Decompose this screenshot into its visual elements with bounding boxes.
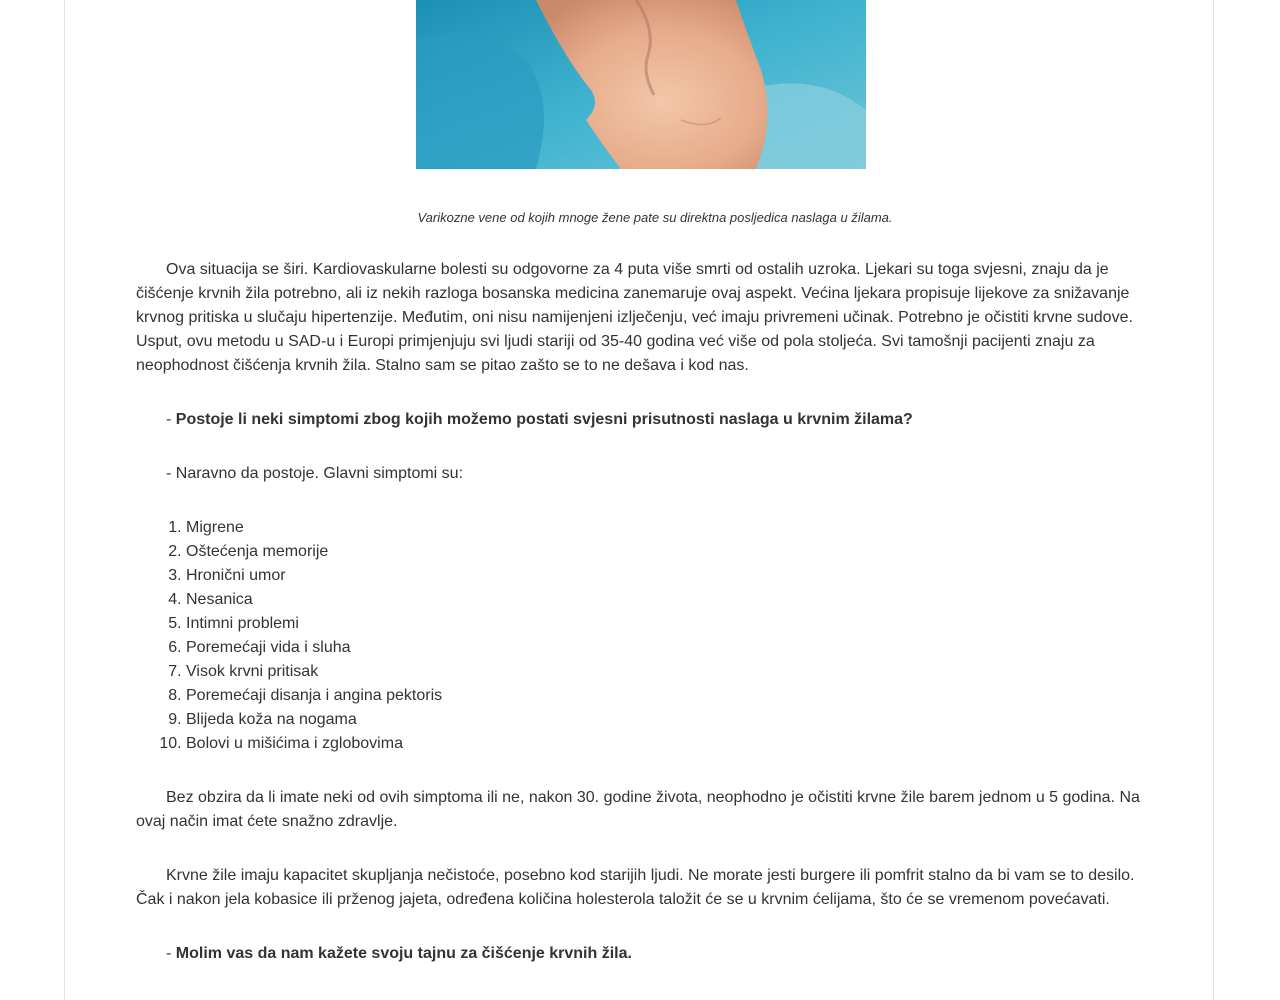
list-item: 8. Poremećaji disanja i angina pektoris (186, 684, 1146, 708)
article-photo (416, 0, 866, 169)
list-item: 10. Bolovi u mišićima i zglobovima (186, 732, 1146, 756)
paragraph-after-30: Bez obzira da li imate neki od ovih simptoma ili ne, nakon 30. godine života, neophodno je očistiti krvne žile barem jednom u 5 godina. Na ovaj način imat ćete snažno zdravlje. (136, 789, 1140, 830)
varicose-leg-photo (416, 0, 866, 169)
paragraph-intro: Ova situacija se širi. Kardiovaskularne bolesti su odgovorne za 4 puta više smrti od ostalih uzroka. Ljekari su toga svjesni, znaju da je čišćenje krvnih žila potrebno, ali iz nekih razloga bosanska medicina zanemaruje ovaj aspekt. Većina ljekara propisuje lijekove za snižavanje krvnog pritiska u slučaju hipertenzije. Međutim, oni nisu namijenjeni izlječenju, već imaju privremeni učinak. Potrebno je očistiti krvne sudove. Usput, ovu metodu u SAD-u i Europi primjenjuju svi ljudi stariji od 35-40 godina već više od pola stoljeća. Svi tamošnji pacijenti znaju za neophodnost čišćenja krvnih žila. Stalno sam se pitao zašto se to ne dešava i kod nas. (136, 261, 1133, 374)
question-secret-text: Molim vas da nam kažete svoju tajnu za čišćenje krvnih žila. (175, 945, 632, 962)
list-item: 7. Visok krvni pritisak (186, 660, 1146, 684)
question-secret (136, 942, 1146, 966)
answer-symptoms: - Naravno da postoje. Glavni simptomi su: (166, 465, 464, 482)
list-item: 3. Hronični umor (186, 564, 1146, 588)
list-item: 4. Nesanica (186, 588, 1146, 612)
article-body (136, 258, 1146, 996)
list-item: 2. Oštećenja memorije (186, 540, 1146, 564)
question-dash: - (166, 411, 176, 428)
list-item: 9. Blijeda koža na nogama (186, 708, 1146, 732)
question-dash: - (166, 945, 176, 962)
list-item: 5. Intimni problemi (186, 612, 1146, 636)
image-caption: Varikozne vene od kojih mnoge žene pate su direktna posljedica naslaga u žilama. (417, 210, 893, 225)
list-item: 1. Migrene (186, 516, 1146, 540)
list-item: 6. Poremećaji vida i sluha (186, 636, 1146, 660)
symptom-list (136, 516, 1146, 756)
paragraph-vessels: Krvne žile imaju kapacitet skupljanja nečistoće, posebno kod starijih ljudi. Ne morate jesti burgere ili pomfrit stalno da bi vam se to desilo. Čak i nakon jela kobasice ili prženog jajeta, određena količina holesterola taložit će se u krvnim ćelijama, što će se vremenom povećavati. (136, 867, 1135, 908)
content-column (64, 0, 1214, 1000)
question-symptoms-text: Postoje li neki simptomi zbog kojih možemo postati svjesni prisutnosti naslaga u krvnim žilama? (175, 411, 913, 428)
question-symptoms (136, 408, 1146, 432)
